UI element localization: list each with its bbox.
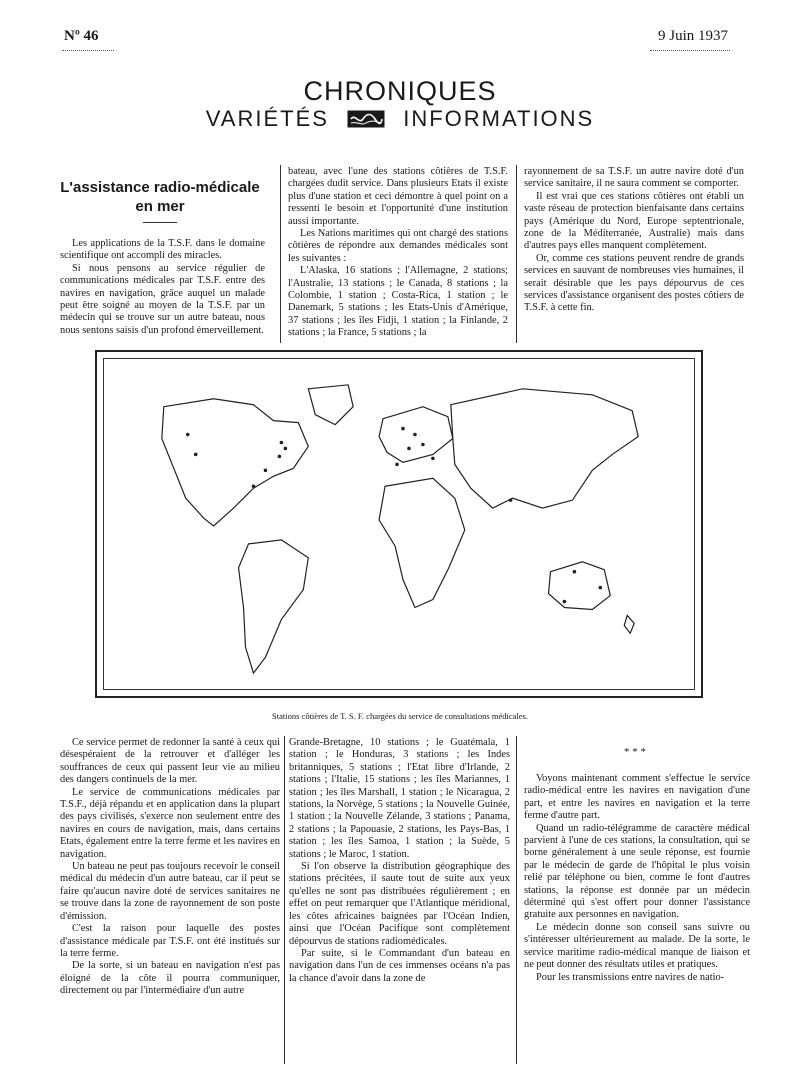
column-separator [516,165,517,343]
paragraph: De la sorte, si un bateau en navigation n'est pas éloigné de la côte il pourra communiquer, directement ou par l'intermédiaire d'un autre [60,960,280,997]
paragraph: bateau, avec l'une des stations côtières de T.S.F. chargées dudit service. Dans plusieurs Etats il existe plus d'une station et ceci démontre à quel point on a ressenti le besoin et l'opportunité d'une institution aussi importante. [288,166,508,227]
paragraph: Or, comme ces stations peuvent rendre de grands services en sauvant de nombreuses vies humaines, il serait désirable que les pays dépourvus de ces services d'assistance organisent des postes côtiers de T.S.F. à cette fin. [524,252,744,314]
map-caption: Stations côtières de T. S. F. chargées du service de consultations médicales. [272,711,528,721]
bottom-column-3 [524,773,750,984]
paragraph: Ce service permet de redonner la santé à ceux qui désespéraient de la retrouver et d'alléger les souffrances de ceux qui passent leur vie au milieu des dangers continuels de la mer. [60,737,280,786]
masthead-title: CHRONIQUES [303,76,497,106]
paragraph: Pour les transmissions entre navires de natio- [536,971,725,983]
paragraph: Il est vrai que ces stations côtières ont établi un vaste réseau de protection bienfaisante dans certains pays (Amérique du Nord, Europe septentrionale, zone de la Méditerranée, Australie) mais dans d'autres pays elles manquent complètement. [524,190,744,252]
top-column-1 [60,238,265,337]
title-divider [143,222,177,223]
column-separator [516,736,517,1064]
issue-number: Nº 46 [64,28,99,44]
paragraph: L'Alaska, 16 stations ; l'Allemagne, 2 stations; l'Australie, 13 stations ; le Canada, 8 stations ; la Colombie, 1 station ; Costa-Rica, 1 station ; le Danemark, 5 stations ; les Etats-Unis d'Amérique, 37 stations ; les îles Fidji, 1 station ; la Finlande, 2 stations ; la France, 5 stations ; la [288,265,508,339]
issue-date: 9 Juin 1937 [657,28,728,44]
column-separator [280,165,281,343]
masthead-right-word: INFORMATIONS [403,106,595,131]
paragraph: Les applications de la T.S.F. dans le domaine scientifique ont accompli des miracles. [60,238,265,262]
masthead-subtitle [0,106,800,132]
top-column-3 [524,166,744,315]
world-map-illustration [104,359,694,689]
article-title: L'assistance radio-médicale en mer [60,179,260,215]
world-map-frame [95,350,703,698]
paragraph: rayonnement de sa T.S.F. un autre navire doté d'un service sanitaire, il ne saura comment se comporter. [524,166,744,190]
paragraph: Si l'on observe la distribution géographique des stations précitées, il saute tout de suite aux yeux qu'elles ne sont pas distribuées régulièrement ; en effet on peut remarquer que l'Atlantique méridional, les côtes africaines baignées par l'Océan Indien, ainsi que l'Océan Pacifique sont complètement dépourvus de stations radiomédicales. [289,861,510,947]
bottom-column-2 [289,737,510,985]
paragraph: Les Nations maritimes qui ont chargé des stations côtières de répondre aux demandes médicales sont les suivantes : [288,228,508,264]
issue-underline [62,50,114,51]
paragraph: Un bateau ne peut pas toujours recevoir le conseil médical du médecin d'un autre bateau, car il peut se faire qu'aucun navire doté de services sanitaires ne se trouve dans la zone de rayonnement de son poste d'émission. [60,861,280,922]
masthead-left-word: VARIÉTÉS [205,106,329,131]
column-separator [284,736,285,1064]
world-map [103,358,695,690]
top-column-2 [288,166,508,340]
section-break-asterisks: * * * [624,746,646,758]
paragraph: Si nous pensons au service régulier de communications médicales par T.S.F. entre des navires en navigation, grâce auquel un malade peut être soigné au moyen de la T.S.F. par un médecin qui se trouve sur un autre bateau, nous nous sentons saisis d'un profond émerveillement. [60,262,265,336]
date-underline [650,50,730,51]
masthead-ornament-icon [347,110,385,128]
paragraph: Quand un radio-télégramme de caractère médical parvient à l'une de ces stations, la consultation, qui se borne généralement à une seule réponse, est fournie par le médecin de garde de l'hôpital le plus voisin relié par téléphone ou bien, comme le font d'autres stations, la réponse est donnée par un médecin déterminé qui s'est offert pour donner l'assistance gratuite aux personnes en navigation. [524,822,750,921]
paragraph: Par suite, si le Commandant d'un bateau en navigation dans l'un de ces immenses océans n'a pas la chance d'avoir dans la zone de [289,947,510,984]
paragraph: Le service de communications médicales par T.S.F., déjà répandu et en application dans la plupart des pays civilisés, s'exerce non seulement entre des navires en cours de navigation, mais, dans certains Etats, également entre la terre ferme et les navires en navigation. [60,786,280,860]
paragraph: C'est la raison pour laquelle des postes d'assistance médicale par T.S.F. ont été institués sur la terre ferme. [60,923,280,959]
bottom-column-1 [60,737,280,998]
paragraph: Le médecin donne son conseil sans suivre ou s'intéresser ultérieurement au malade. De la sorte, le service maritime radio-médical manque de liaison et ne peut donner des résultats utiles et pratiques. [524,921,750,971]
paragraph: Grande-Bretagne, 10 stations ; le Guatémala, 1 station ; le Honduras, 3 stations ; les Indes britanniques, 5 stations ; l'Etat libre d'Irlande, 2 stations ; l'Italie, 15 stations ; les îles Mariannes, 1 station ; les îles Marshall, 1 station ; le Nicaragua, 2 stations, la Norvège, 5 stations ; la Nouvelle Guinée, 1 station ; la Nouvelle Zélande, 3 stations ; Panama, 2 stations ; la Papouasie, 2 stations, les Pays-Bas, 1 station ; les îles Samoa, 1 station ; la Suède, 5 stations ; le Maroc, 1 station. [289,737,510,860]
paragraph: Voyons maintenant comment s'effectue le service radio-médical entre les navires en navigation d'une part, et entre les navires en navigation et la terre ferme d'autre part. [524,773,750,822]
